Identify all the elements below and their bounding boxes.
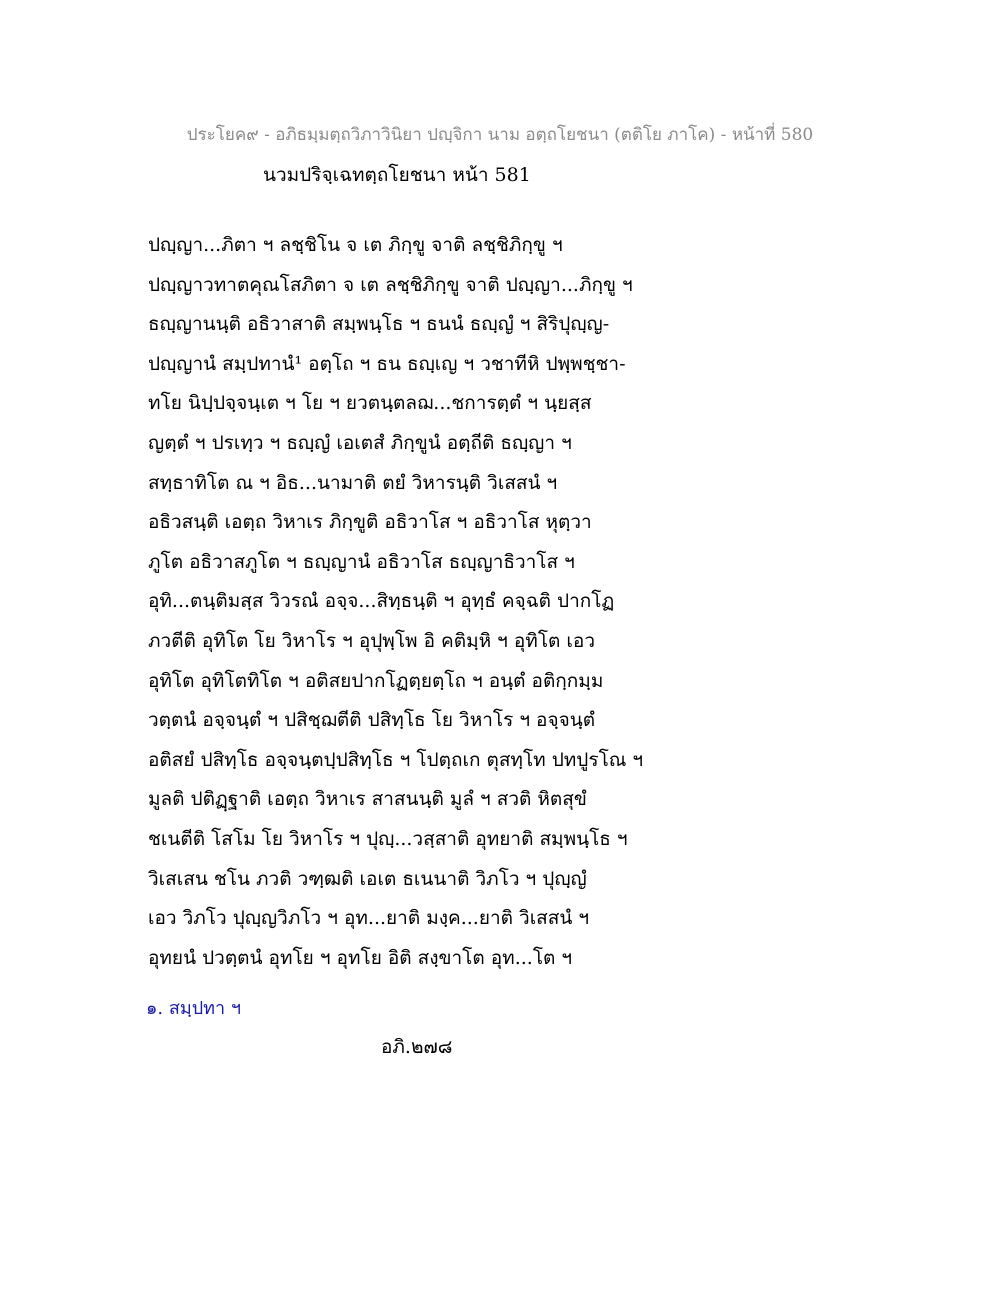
text-line: สทฺธาทิโต ณ ฯ อิธ...นามาติ ตยํ วิหารนฺติ วิเสสนํ ฯ (148, 471, 558, 494)
text-line: ภูโต อธิวาสภูโต ฯ ธญฺญานํ อธิวาโส ธญฺญาธิวาโส ฯ (148, 550, 575, 573)
text-line: เอว วิภโว ปุญฺญวิภโว ฯ อุท...ยาติ มงฺค...ยาติ วิเสสนํ ฯ (148, 907, 590, 930)
text-line: ปญฺญาวทาตคุณโสภิตา จ เต ลชฺชิภิกฺขู จาติ ปญฺญา...ภิกฺขู ฯ (148, 273, 633, 296)
text-line: อุทิโต อุทิโตทิโต ฯ อติสยปากโฏตฺยตฺโถ ฯ อนฺตํ อติกฺกมฺม (148, 669, 604, 692)
text-line: อติสยํ ปสิทฺโธ อจฺจนฺตปฺปสิทฺโธ ฯ โปตฺถเก ตุสทฺโท ปทปูรโณ ฯ (148, 748, 644, 771)
text-line: วิเสเสน ชโน ภวติ วฑฺฒติ เอเต ธเนนาติ วิภโว ฯ ปุญฺญํ (148, 867, 587, 890)
text-line: ทโย นิปฺปจฺจนฺเต ฯ โย ฯ ยวตนฺตลฌ...ชการตฺตํ ฯ นฺยสฺส (148, 392, 592, 415)
text-line: ญตฺตํ ฯ ปรเทฺว ฯ ธญฺญํ เอเตสํ ภิกฺขูนํ อตฺถีติ ธญฺญา ฯ (148, 431, 572, 454)
text-line: ปญฺญานํ สมฺปทานํ¹ อตฺโถ ฯ ธน ธญฺเญ ฯ วชาทีหิ ปพฺพชฺชา- (148, 352, 626, 375)
footnote: ๑. สมฺปทา ฯ (146, 998, 241, 1019)
body-text (148, 232, 888, 984)
section-subheader: นวมปริจฺเฉทตฺถโยชนา หน้า 581 (263, 164, 531, 186)
text-line: ชเนตีติ โสโม โย วิหาโร ฯ ปุญฺ...วสฺสาติ อุทยาติ สมฺพนฺโธ ฯ (148, 827, 628, 850)
text-line: อุทิ...ตนฺติมสฺส วิวรณํ อจฺจ...สิทฺธนฺติ ฯ อุทฺธํ คจฺฉติ ปากโฏ (148, 590, 615, 613)
text-line: อุทยนํ ปวตฺตนํ อุทโย ฯ อุทโย อิติ สงฺขาโต อุท...โต ฯ (148, 946, 573, 969)
text-line: วตฺตนํ อจฺจนฺตํ ฯ ปสิชฺฌตีติ ปสิทฺโธ โย วิหาโร ฯ อจฺจนฺตํ (148, 709, 596, 732)
running-header: ประโยค๙ - อภิธมฺมตฺถวิภาวินิยา ปญฺจิกา นาม อตฺถโยชนา (ตติโย ภาโค) - หน้าที่ 580 (186, 125, 814, 145)
page-code: อภิ.๒๗๘ (381, 1036, 453, 1058)
text-line: อธิวสนฺติ เอตฺถ วิหาเร ภิกฺขูติ อธิวาโส ฯ อธิวาโส หุตฺวา (148, 511, 592, 534)
text-line: ภวตีติ อุทิโต โย วิหาโร ฯ อุปุพฺโพ อิ คติมฺหิ ฯ อุทิโต เอว (148, 629, 595, 652)
text-line: ปญฺญา...ภิตา ฯ ลชฺชิโน จ เต ภิกฺขู จาติ ลชฺชิภิกฺขู ฯ (148, 234, 563, 256)
text-line: ธญฺญานนฺติ อธิวาสาติ สมฺพนฺโธ ฯ ธนนํ ธญฺญํ ฯ สิริปุญฺญ- (148, 313, 610, 336)
text-line: มูลติ ปติฏฺฐาติ เอตฺถ วิหาเร สาสนนฺติ มูลํ ฯ สวติ หิตสุขํ (148, 788, 587, 811)
